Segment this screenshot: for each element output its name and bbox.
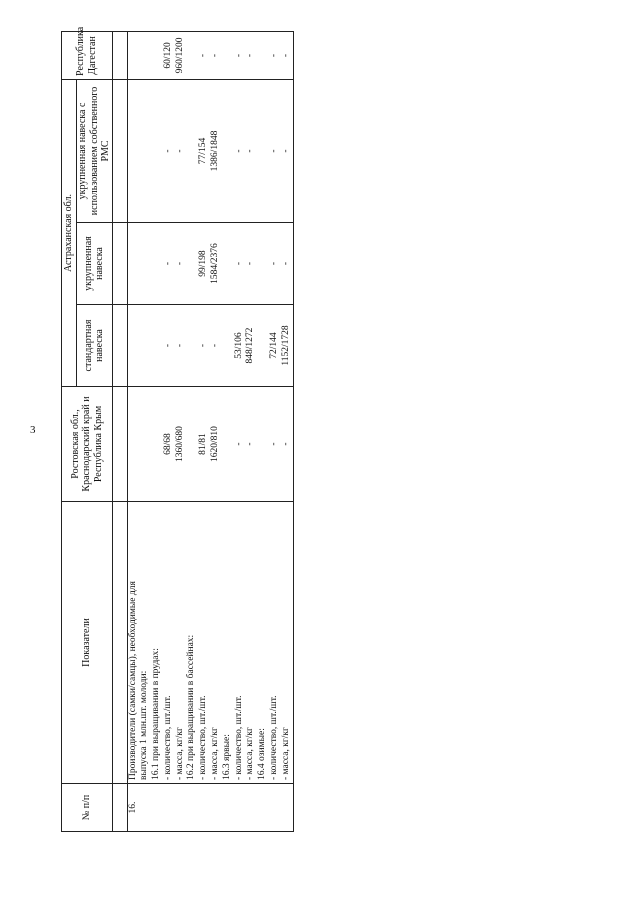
header-astrakhan: Астраханская обл. bbox=[62, 79, 77, 386]
row-value-dagestan: - bbox=[233, 53, 244, 58]
blank-cell bbox=[112, 79, 127, 222]
row-value-enlarged: 1584/2376 bbox=[210, 243, 221, 284]
row-value-enlarged: - bbox=[174, 261, 185, 266]
row-value-enlarged bbox=[257, 226, 269, 301]
row-value-standard: - bbox=[162, 343, 173, 348]
row-value-dagestan: - bbox=[269, 53, 280, 58]
header-num: № п/п bbox=[62, 784, 113, 832]
row-value-rostov: - bbox=[233, 442, 244, 446]
rotated-table-container bbox=[61, 26, 291, 832]
row-value-dagestan: 960/1200 bbox=[174, 37, 185, 74]
row-value-dagestan: - bbox=[245, 53, 256, 58]
row-value-rms bbox=[222, 83, 234, 219]
row-value-rostov bbox=[222, 390, 234, 498]
row-value-rms bbox=[186, 83, 198, 219]
row-value-rostov: - bbox=[245, 442, 256, 446]
row-value-dagestan bbox=[186, 35, 198, 76]
row-label: Производители (самки/самцы), необходимые для bbox=[127, 581, 138, 780]
header-astrakhan-enlarged: укрупненная навеска bbox=[77, 223, 113, 305]
row-value-dagestan bbox=[151, 35, 163, 76]
row-value-dagestan bbox=[257, 35, 269, 76]
row-value-enlarged bbox=[222, 226, 234, 301]
row-value-rostov: - bbox=[280, 442, 291, 446]
blank-cell bbox=[112, 223, 127, 305]
row-label: 16.1 при выращивании в прудах: bbox=[151, 648, 162, 780]
column-astrakhan-standard bbox=[127, 305, 293, 387]
blank-cell bbox=[112, 502, 127, 784]
row-value-standard bbox=[139, 308, 151, 383]
row-value-enlarged bbox=[139, 226, 151, 301]
row-value-enlarged bbox=[128, 226, 140, 301]
row-label: - количество, шт./шт. bbox=[233, 695, 244, 780]
row-value-rms: 77/154 bbox=[198, 137, 209, 165]
row-value-rostov: 68/68 bbox=[162, 433, 173, 455]
row-value-rostov: 1620/810 bbox=[210, 426, 221, 462]
blank-cell bbox=[112, 784, 127, 832]
row-value-enlarged: - bbox=[269, 261, 280, 266]
row-label: - количество, шт./шт. bbox=[162, 695, 173, 780]
row-label: 16.3 ярвые: bbox=[221, 734, 232, 780]
column-dagestan bbox=[127, 31, 293, 79]
row-value-standard bbox=[151, 308, 163, 383]
row-value-standard: 848/1272 bbox=[245, 327, 256, 364]
row-value-dagestan: 60/120 bbox=[162, 42, 173, 69]
row-value-rms: - bbox=[233, 149, 244, 153]
row-label: - количество, шт./шт. bbox=[198, 695, 209, 780]
row-value-rostov bbox=[128, 390, 140, 498]
row-value-rms: - bbox=[245, 149, 256, 153]
norms-table bbox=[61, 26, 294, 832]
row-value-standard bbox=[257, 308, 269, 383]
blank-cell bbox=[112, 31, 127, 79]
row-value-enlarged: - bbox=[280, 261, 291, 266]
row-value-rms bbox=[128, 83, 140, 219]
row-value-standard: - bbox=[198, 343, 209, 348]
row-value-enlarged: - bbox=[233, 261, 244, 266]
row-value-standard: 72/144 bbox=[269, 332, 280, 359]
row-value-standard: - bbox=[174, 343, 185, 348]
header-indicators: Показатели bbox=[62, 502, 113, 784]
row-value-rms bbox=[257, 83, 269, 219]
row-value-rostov bbox=[257, 390, 269, 498]
row-label: - масса, кг/кг bbox=[280, 727, 291, 780]
row-value-rostov bbox=[186, 390, 198, 498]
row-label: 16.4 озимые: bbox=[257, 728, 268, 780]
row-value-standard bbox=[128, 308, 140, 383]
column-rostov bbox=[127, 387, 293, 502]
header-astrakhan-enlarged-rms: укрупненная навеска с использованием собственного РМС bbox=[77, 79, 113, 222]
row-value-enlarged bbox=[151, 226, 163, 301]
column-astrakhan-enlarged bbox=[127, 223, 293, 305]
row-value-enlarged: 99/198 bbox=[198, 250, 209, 277]
row-value-rms: - bbox=[280, 149, 291, 153]
row-value-dagestan bbox=[222, 35, 234, 76]
row-value-standard bbox=[222, 308, 234, 383]
row-value-rms: - bbox=[269, 149, 280, 153]
row-value-dagestan bbox=[139, 35, 151, 76]
row-label: - масса, кг/кг bbox=[174, 727, 185, 780]
row-label: - количество, шт./шт. bbox=[269, 695, 280, 780]
header-astrakhan-standard: стандартная навеска bbox=[77, 305, 113, 387]
row-value-rms: - bbox=[162, 149, 173, 153]
row-value-dagestan bbox=[128, 35, 140, 76]
column-astrakhan-enlarged-rms bbox=[127, 79, 293, 222]
row-value-rostov bbox=[151, 390, 163, 498]
row-label: - масса, кг/кг bbox=[210, 727, 221, 780]
header-rostov: Ростовская обл., Краснодарский край и Республика Крым bbox=[62, 387, 113, 502]
row-value-rostov bbox=[139, 390, 151, 498]
blank-cell bbox=[112, 305, 127, 387]
row-value-standard: - bbox=[210, 343, 221, 348]
row-value-dagestan: - bbox=[198, 53, 209, 58]
row-number: 16. bbox=[127, 784, 293, 832]
row-value-rostov: 1360/680 bbox=[174, 426, 185, 462]
column-indicators bbox=[127, 502, 293, 784]
header-dagestan: Республика Дагестан bbox=[62, 31, 113, 79]
row-value-enlarged bbox=[186, 226, 198, 301]
row-value-rms bbox=[139, 83, 151, 219]
row-label: - масса, кг/кг bbox=[245, 727, 256, 780]
row-value-enlarged: - bbox=[162, 261, 173, 266]
row-value-dagestan: - bbox=[210, 53, 221, 58]
row-value-rms: 1386/1848 bbox=[210, 130, 221, 172]
row-label: выпуска 1 млн.шт. молоди: bbox=[139, 670, 150, 780]
row-value-rostov: - bbox=[269, 442, 280, 446]
row-value-standard: 53/106 bbox=[233, 332, 244, 359]
row-value-rms: - bbox=[174, 149, 185, 153]
row-value-enlarged: - bbox=[245, 261, 256, 266]
row-value-standard bbox=[186, 308, 198, 383]
row-value-standard: 1152/1728 bbox=[280, 325, 291, 366]
row-value-rms bbox=[151, 83, 163, 219]
row-value-dagestan: - bbox=[280, 53, 291, 58]
blank-cell bbox=[112, 387, 127, 502]
row-label: 16.2 при выращивании в бассейнах: bbox=[186, 634, 197, 780]
page-number: 3 bbox=[30, 424, 36, 436]
row-value-rostov: 81/81 bbox=[198, 433, 209, 455]
